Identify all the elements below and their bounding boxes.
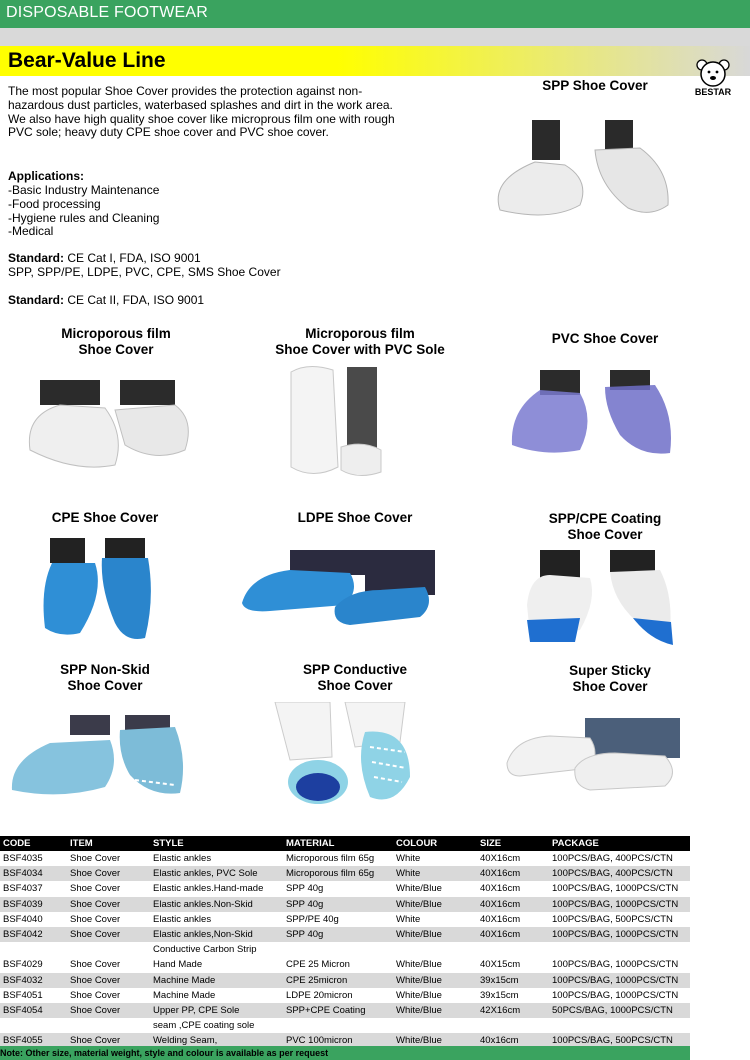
table-cell: CPE 25micron bbox=[286, 974, 348, 986]
caption-line: Shoe Cover bbox=[67, 678, 143, 693]
table-cell: BSF4029 bbox=[3, 959, 43, 971]
table-cell: Microporous film 65g bbox=[286, 868, 375, 880]
table-cell: White/Blue bbox=[396, 883, 442, 895]
table-row bbox=[0, 1018, 690, 1033]
table-cell: BSF4035 bbox=[3, 853, 43, 864]
line-title-bar bbox=[0, 46, 750, 76]
photo-pvc-shoe-cover bbox=[510, 365, 675, 460]
table-cell: Machine Made bbox=[153, 974, 216, 986]
caption-line: Super Sticky bbox=[569, 663, 651, 678]
photo-spp-cpe-shoe-cover bbox=[525, 550, 675, 645]
standard-1-label: Standard: bbox=[8, 251, 65, 265]
table-cell: 50PCS/BAG, 1000PCS/CTN bbox=[552, 1005, 673, 1016]
table-cell: 39x15cm bbox=[480, 974, 519, 986]
table-cell: White/Blue bbox=[396, 974, 442, 986]
table-cell: Shoe Cover bbox=[70, 1005, 121, 1016]
logo-text: BESTAR bbox=[694, 87, 732, 97]
table-cell: 100PCS/BAG, 1000PCS/CTN bbox=[552, 929, 679, 940]
table-cell: Elastic ankles,Non-Skid bbox=[153, 929, 253, 940]
photo-super-sticky-shoe-cover bbox=[505, 718, 685, 793]
table-cell: 100PCS/BAG, 1000PCS/CTN bbox=[552, 959, 679, 971]
standard-2 bbox=[8, 294, 204, 308]
application-item: -Medical bbox=[8, 224, 54, 239]
table-cell: 100PCS/BAG, 400PCS/CTN bbox=[552, 853, 673, 864]
table-cell: 40X16cm bbox=[480, 913, 521, 925]
caption-line: Microporous film bbox=[61, 326, 171, 341]
table-cell: BSF4054 bbox=[3, 1005, 43, 1016]
table-cell: 100PCS/BAG, 500PCS/CTN bbox=[552, 1035, 673, 1047]
table-row bbox=[0, 897, 690, 912]
table-header-row bbox=[0, 836, 690, 851]
caption-line: Shoe Cover with PVC Sole bbox=[275, 342, 445, 357]
applications-heading: Applications: bbox=[8, 169, 85, 183]
table-cell: SPP 40g bbox=[286, 929, 324, 940]
caption-microporous-pvc bbox=[265, 326, 455, 358]
standard-1-line2: SPP, SPP/PE, LDPE, PVC, CPE, SMS Shoe Cover bbox=[8, 265, 281, 279]
category-bar bbox=[0, 0, 750, 28]
caption-line: Shoe Cover bbox=[78, 342, 154, 357]
table-cell: 39x15cm bbox=[480, 989, 519, 1001]
table-cell: 100PCS/BAG, 400PCS/CTN bbox=[552, 868, 673, 880]
table-cell: 40X16cm bbox=[480, 868, 521, 880]
table-row bbox=[0, 942, 690, 957]
table-cell: 100PCS/BAG, 1000PCS/CTN bbox=[552, 989, 679, 1001]
table-cell: SPP+CPE Coating bbox=[286, 1005, 366, 1016]
application-item: -Basic Industry Maintenance bbox=[8, 183, 160, 197]
caption-conductive bbox=[280, 662, 430, 694]
table-cell: BSF4055 bbox=[3, 1035, 43, 1047]
caption-microporous bbox=[30, 326, 202, 358]
standard-2-label: Standard: bbox=[8, 293, 65, 307]
table-cell: BSF4032 bbox=[3, 974, 43, 986]
category-title: DISPOSABLE FOOTWEAR bbox=[6, 4, 209, 21]
table-note: Note: Other size, material weight, style and colour is available as per request bbox=[0, 1046, 690, 1060]
bestar-logo bbox=[688, 58, 738, 100]
table-row bbox=[0, 1003, 690, 1018]
caption-super-sticky bbox=[535, 663, 685, 695]
table-cell: BSF4037 bbox=[3, 883, 43, 895]
table-cell: Shoe Cover bbox=[70, 929, 121, 940]
caption-line: SPP Non-Skid bbox=[60, 662, 150, 677]
table-row bbox=[0, 912, 690, 927]
caption-line: SPP/CPE Coating bbox=[548, 511, 662, 526]
table-cell: PVC 100micron bbox=[286, 1035, 353, 1047]
caption-line: Microporous film bbox=[305, 326, 415, 341]
table-cell: CPE 25 Micron bbox=[286, 959, 350, 971]
table-cell: Elastic ankles bbox=[153, 853, 212, 864]
table-cell: 40X16cm bbox=[480, 929, 521, 940]
table-cell: SPP 40g bbox=[286, 898, 324, 910]
caption-ldpe: LDPE Shoe Cover bbox=[297, 510, 413, 525]
caption-line: Shoe Cover bbox=[572, 679, 648, 694]
table-cell: 100PCS/BAG, 500PCS/CTN bbox=[552, 913, 673, 925]
table-cell: BSF4040 bbox=[3, 913, 43, 925]
col-package: PACKAGE bbox=[552, 838, 599, 849]
table-row bbox=[0, 881, 690, 896]
table-row bbox=[0, 957, 690, 972]
table-cell: BSF4042 bbox=[3, 929, 43, 940]
table-cell: seam ,CPE coating sole bbox=[153, 1020, 255, 1032]
col-style: STYLE bbox=[153, 838, 184, 849]
caption-line: SPP Conductive bbox=[302, 662, 408, 677]
standard-1-value: CE Cat I, FDA, ISO 9001 bbox=[64, 251, 201, 265]
table-cell: White/Blue bbox=[396, 1035, 442, 1047]
table-cell: White/Blue bbox=[396, 959, 442, 971]
photo-ldpe-shoe-cover bbox=[240, 545, 440, 635]
table-cell: Shoe Cover bbox=[70, 868, 121, 880]
photo-microporous-shoe-cover bbox=[25, 375, 210, 475]
col-material: MATERIAL bbox=[286, 838, 335, 849]
caption-non-skid bbox=[30, 662, 180, 694]
application-item: -Food processing bbox=[8, 196, 101, 211]
table-cell: 40X16cm bbox=[480, 883, 521, 895]
table-cell: Elastic ankles bbox=[153, 913, 212, 925]
table-cell: Hand Made bbox=[153, 959, 203, 971]
caption-cpe: CPE Shoe Cover bbox=[51, 510, 159, 525]
table-row bbox=[0, 927, 690, 942]
table-cell: Shoe Cover bbox=[70, 898, 121, 910]
table-cell: White/Blue bbox=[396, 929, 442, 940]
applications-list bbox=[8, 184, 159, 239]
standard-2-value: CE Cat II, FDA, ISO 9001 bbox=[64, 293, 205, 307]
table-cell: Microporous film 65g bbox=[286, 853, 375, 864]
table-cell: Shoe Cover bbox=[70, 989, 121, 1001]
table-cell: Elastic ankles.Non-Skid bbox=[153, 898, 253, 910]
table-row bbox=[0, 973, 690, 988]
caption-line: Shoe Cover bbox=[567, 527, 643, 542]
table-cell: Elastic ankles, PVC Sole bbox=[153, 868, 258, 880]
photo-spp-shoe-cover bbox=[480, 110, 690, 235]
col-size: SIZE bbox=[480, 838, 502, 849]
table-cell: Shoe Cover bbox=[70, 853, 121, 864]
table-cell: White bbox=[396, 868, 421, 880]
col-item: ITEM bbox=[70, 838, 93, 849]
table-cell: Shoe Cover bbox=[70, 974, 121, 986]
table-row bbox=[0, 988, 690, 1003]
table-cell: 40X15cm bbox=[480, 959, 521, 971]
standard-1 bbox=[8, 252, 201, 266]
col-code: CODE bbox=[3, 838, 31, 849]
table-cell: SPP/PE 40g bbox=[286, 913, 339, 925]
col-colour: COLOUR bbox=[396, 838, 438, 849]
table-cell: BSF4051 bbox=[3, 989, 43, 1001]
table-cell: 40X16cm bbox=[480, 898, 521, 910]
grey-band bbox=[0, 28, 750, 46]
table-cell: 40X16cm bbox=[480, 853, 521, 864]
table-cell: 100PCS/BAG, 1000PCS/CTN bbox=[552, 883, 679, 895]
table-cell: White/Blue bbox=[396, 898, 442, 910]
table-cell: 100PCS/BAG, 1000PCS/CTN bbox=[552, 898, 679, 910]
photo-microporous-pvc-shoe-cover bbox=[283, 362, 388, 482]
line-title: Bear-Value Line bbox=[8, 49, 166, 72]
caption-pvc: PVC Shoe Cover bbox=[551, 331, 659, 346]
table-row bbox=[0, 851, 690, 866]
intro-text: The most popular Shoe Cover provides the protection against non-hazardous dust particles, waterbased splashes and dirt in the work area. We also have high quality shoe cover like microprous film one with rough PVC sole; heavy duty CPE shoe cover and PVC shoe cover. bbox=[8, 84, 395, 140]
photo-cpe-shoe-cover bbox=[40, 538, 155, 643]
table-cell: White bbox=[396, 913, 421, 925]
table-cell: BSF4034 bbox=[3, 868, 43, 880]
table-cell: Elastic ankles.Hand-made bbox=[153, 883, 264, 895]
table-cell: Shoe Cover bbox=[70, 959, 121, 971]
caption-spp-cpe bbox=[520, 511, 690, 543]
table-row bbox=[0, 866, 690, 881]
table-cell: Shoe Cover bbox=[70, 913, 121, 925]
caption-line: Shoe Cover bbox=[317, 678, 393, 693]
table-cell: White/Blue bbox=[396, 1005, 442, 1016]
table-cell: LDPE 20micron bbox=[286, 989, 353, 1001]
photo-conductive-shoe-cover bbox=[270, 702, 415, 807]
photo-non-skid-shoe-cover bbox=[10, 715, 190, 800]
table-cell: SPP 40g bbox=[286, 883, 324, 895]
caption-spp: SPP Shoe Cover bbox=[542, 78, 648, 93]
table-cell: 100PCS/BAG, 1000PCS/CTN bbox=[552, 974, 679, 986]
table-cell: Machine Made bbox=[153, 989, 216, 1001]
table-cell: Welding Seam, bbox=[153, 1035, 218, 1047]
table-cell: 40x16cm bbox=[480, 1035, 519, 1047]
table-cell: Shoe Cover bbox=[70, 883, 121, 895]
table-cell: White/Blue bbox=[396, 989, 442, 1001]
table-cell: Upper PP, CPE Sole bbox=[153, 1005, 240, 1016]
table-cell: Shoe Cover bbox=[70, 1035, 121, 1047]
table-cell: 42X16cm bbox=[480, 1005, 521, 1016]
table-cell: White bbox=[396, 853, 421, 864]
table-cell: BSF4039 bbox=[3, 898, 43, 910]
table-cell: Conductive Carbon Strip bbox=[153, 944, 257, 956]
application-item: -Hygiene rules and Cleaning bbox=[8, 210, 160, 225]
